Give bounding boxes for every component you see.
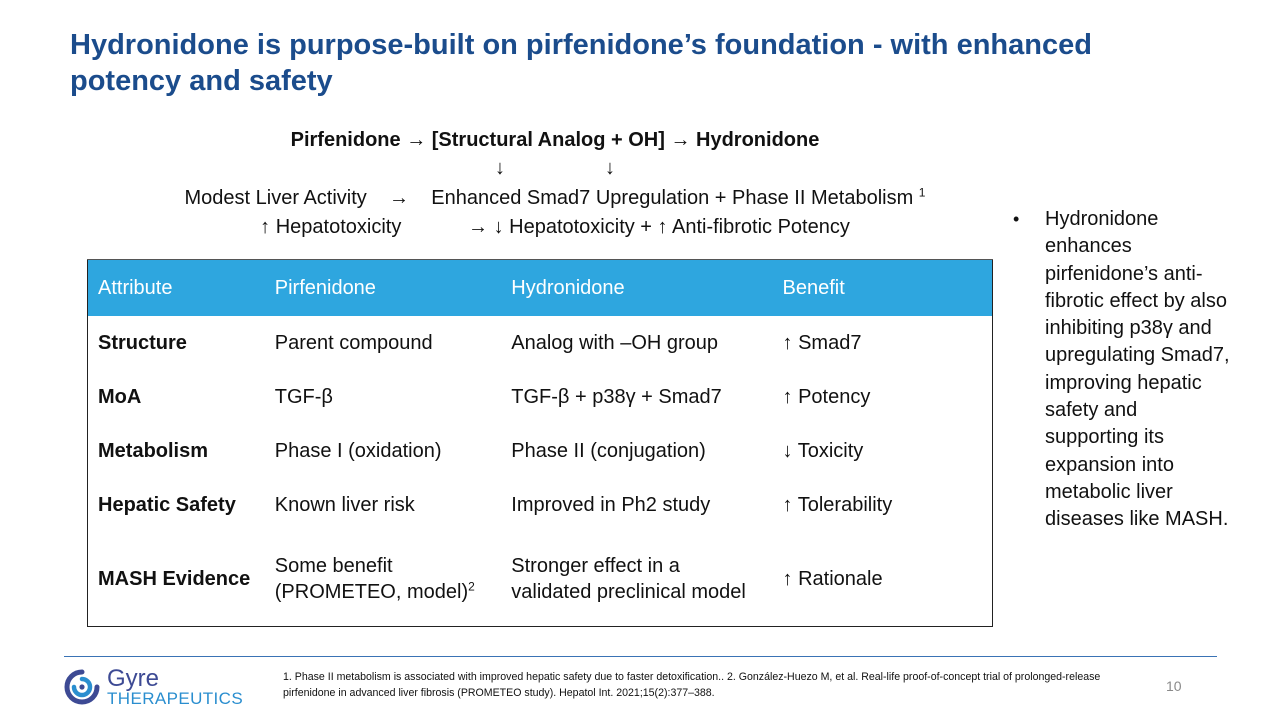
header-hydronidone: Hydronidone [501, 260, 772, 317]
footnote-ref-1: 1 [918, 185, 926, 200]
flow-line-4-left: ↑ Hepatotoxicity [260, 216, 402, 238]
header-benefit: Benefit [773, 260, 993, 317]
flow-line-4 [0, 215, 1110, 239]
cell-pirfenidone: Phase I (oxidation) [274, 440, 442, 462]
cell-benefit: ↑ Tolerability [782, 494, 893, 516]
table-row [88, 424, 993, 478]
logo-name: Gyre [107, 665, 160, 692]
footer-divider [64, 656, 1217, 657]
cell-pirfenidone-text: Some benefit (PROMETEO, model) [274, 555, 469, 603]
logo-subtitle: THERAPEUTICS [107, 689, 244, 708]
flow-line-1: Pirfenidone → [Structural Analog + OH] → Hydronidone [290, 129, 820, 151]
flow-line-2-arrows: ↓ ↓ [494, 157, 616, 179]
table-header-row [88, 260, 993, 317]
table-row [88, 370, 993, 424]
cell-pirfenidone [265, 532, 502, 627]
company-logo [64, 665, 264, 712]
flow-line-3-left: Modest Liver Activity [184, 187, 367, 209]
slide-title: Hydronidone is purpose-built on pirfenidone’s foundation - with enhanced potency and safety [70, 29, 1092, 97]
footnotes: 1. Phase II metabolism is associated with improved hepatic safety due to faster detoxification.. 2. González-Huezo M, et al. Real-life proof-of-concept trial of prolonged-release pirfenidone in advanced liver fibrosis (PROMETEO study). Hepatol Int. 2021;15(2):377–388. [283, 671, 1101, 699]
header-pirfenidone: Pirfenidone [265, 260, 502, 317]
cell-pirfenidone: TGF-β [274, 386, 333, 408]
table-row [88, 532, 993, 627]
footnote-ref-2: 2 [468, 579, 475, 594]
flow-line-3 [0, 186, 1110, 210]
summary-bullet [1013, 206, 1233, 534]
gyre-swirl-icon [64, 669, 100, 705]
flow-line-3-right: Enhanced Smad7 Upregulation + Phase II Metabolism [431, 187, 914, 209]
cell-attribute: Metabolism [98, 440, 209, 462]
cell-hydronidone: TGF-β + p38γ + Smad7 [511, 386, 722, 408]
cell-benefit: ↑ Smad7 [782, 332, 862, 354]
cell-attribute: MoA [98, 386, 142, 408]
table-row [88, 316, 993, 370]
cell-attribute: MASH Evidence [98, 568, 251, 590]
cell-hydronidone: Phase II (conjugation) [511, 440, 706, 462]
cell-attribute: Structure [98, 332, 187, 354]
cell-pirfenidone: Parent compound [274, 332, 433, 354]
flow-line-3-arrow: → [389, 187, 410, 209]
header-attribute: Attribute [88, 260, 265, 317]
flow-line-4-right: → ↓ Hepatotoxicity + ↑ Anti-fibrotic Potency [468, 216, 850, 238]
cell-attribute: Hepatic Safety [98, 494, 236, 516]
bullet-text: Hydronidone enhances pirfenidone’s anti-fibrotic effect by also inhibiting p38γ and upregulating Smad7, improving hepatic safety and supporting its expansion into metabolic liver diseases like MASH. [1045, 208, 1230, 531]
table-row [88, 478, 993, 532]
cell-benefit: ↓ Toxicity [782, 440, 864, 462]
page-number: 10 [1166, 678, 1182, 694]
cell-hydronidone: Analog with –OH group [511, 332, 719, 354]
bullet-marker: • [1013, 209, 1020, 229]
cell-hydronidone: Improved in Ph2 study [511, 494, 711, 516]
cell-pirfenidone: Known liver risk [274, 494, 415, 516]
cell-benefit: ↑ Potency [782, 386, 871, 408]
cell-hydronidone: Stronger effect in a validated preclinical model [511, 555, 746, 603]
cell-benefit: ↑ Rationale [782, 568, 883, 590]
comparison-table [87, 259, 993, 627]
